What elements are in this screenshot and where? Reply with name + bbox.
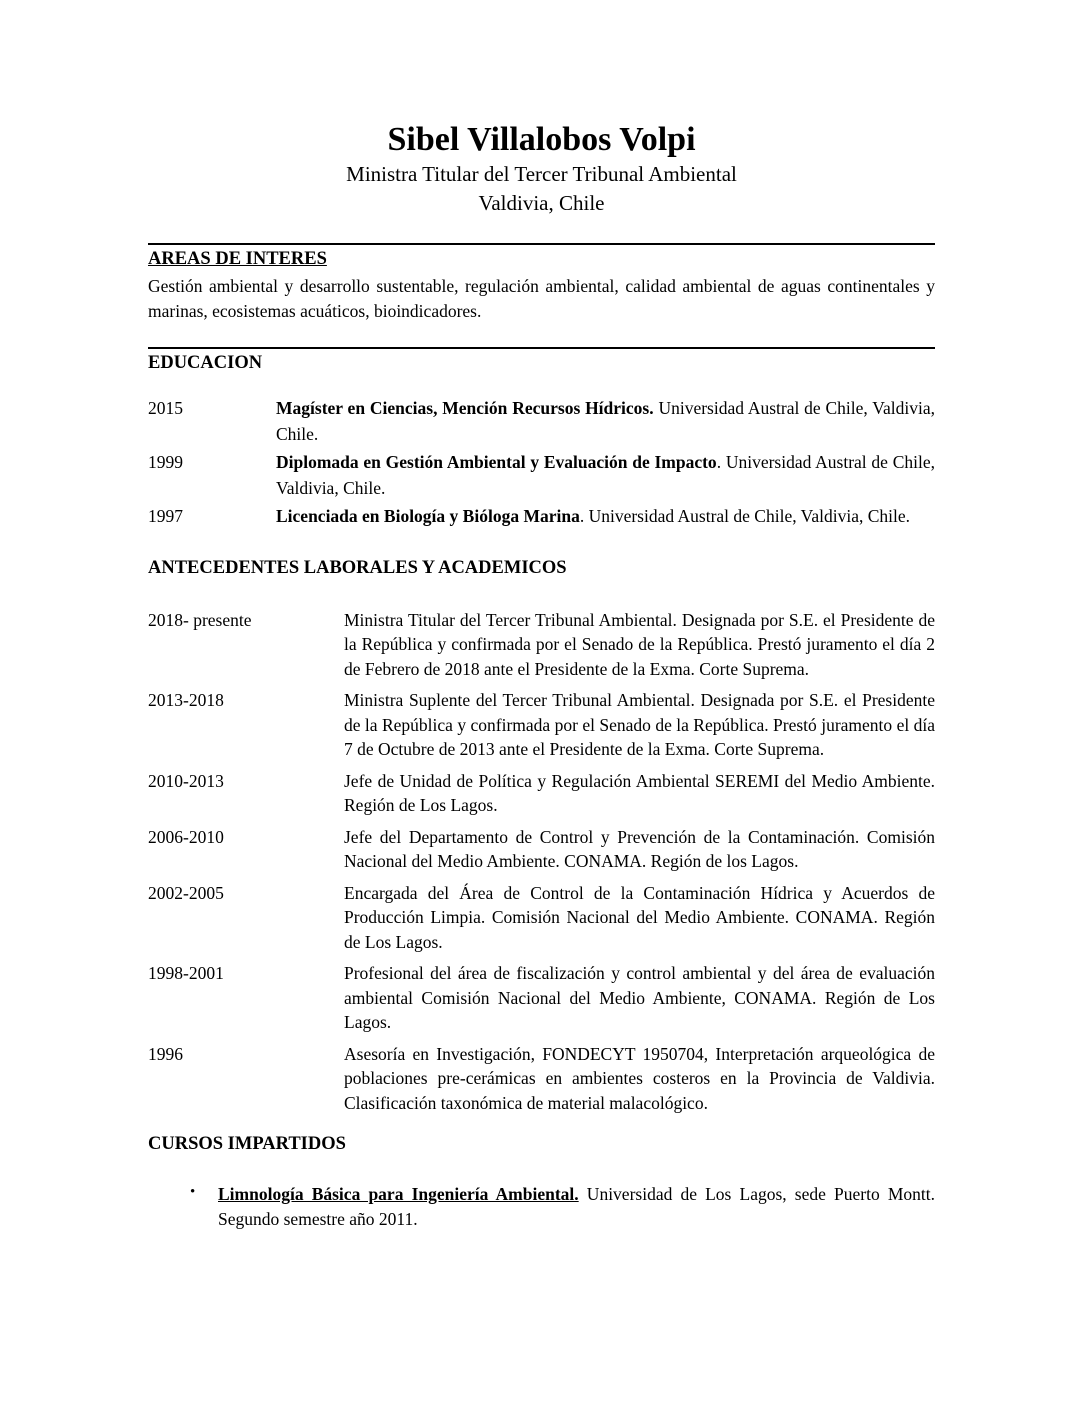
education-description [276, 450, 935, 502]
work-period: 2010-2013 [148, 770, 224, 791]
work-entry [148, 688, 935, 762]
areas-de-interes-text: Gestión ambiental y desarrollo sustentable, regulación ambiental, calidad ambiental de aguas continentales y marinas, ecosistemas acuáticos, bioindicadores. [148, 276, 935, 322]
work-description: Jefe de Unidad de Política y Regulación Ambiental SEREMI del Medio Ambiente. Región de Los Lagos. [344, 770, 935, 816]
section-heading-antecedentes: ANTECEDENTES LABORALES Y ACADEMICOS [148, 558, 567, 579]
work-period: 2002-2005 [148, 882, 224, 903]
education-entry [148, 450, 935, 502]
degree-institution: . Universidad Austral de Chile, Valdivia, Chile. [579, 505, 911, 526]
education-description [276, 504, 935, 530]
work-entry [148, 881, 935, 955]
work-description: Ministra Suplente del Tercer Tribunal Ambiental. Designada por S.E. el Presidente de la República y confirmada por el Senado de la República. Prestó juramento el día 7 de Octubre de 2013 ante el Presidente de la Exma. Corte Suprema. [344, 690, 935, 760]
work-period: 2018- presente [148, 609, 252, 630]
work-description: Jefe del Departamento de Control y Prevención de la Contaminación. Comisión Nacional del Medio Ambiente. CONAMA. Región de los Lagos. [344, 826, 935, 872]
work-description: Asesoría en Investigación, FONDECYT 1950704, Interpretación arqueológica de poblaciones pre-cerámicas en ambientes costeros en la Provincia de Valdivia. Clasificación taxonómica de material malacológico. [344, 1043, 935, 1113]
work-entries [148, 608, 935, 1116]
education-year: 1997 [148, 505, 183, 526]
work-period: 1996 [148, 1043, 183, 1064]
section-heading-areas-de-interes: AREAS DE INTERES [148, 249, 327, 270]
work-period: 2013-2018 [148, 690, 224, 711]
work-entry [148, 825, 935, 874]
bullet-icon: • [190, 1184, 196, 1201]
education-year: 1999 [148, 451, 183, 472]
degree-title: Magíster en Ciencias, Mención Recursos Hídricos. [276, 397, 654, 418]
section-heading-educacion: EDUCACION [148, 352, 263, 373]
section-divider-top [148, 243, 935, 245]
education-entries [148, 396, 935, 529]
work-entry [148, 961, 935, 1035]
education-description [276, 396, 935, 448]
course-item [148, 1182, 935, 1232]
section-heading-cursos: CURSOS IMPARTIDOS [148, 1134, 346, 1155]
person-title: Ministra Titular del Tercer Tribunal Ambiental [346, 162, 737, 187]
work-period: 1998-2001 [148, 963, 224, 984]
education-entry [148, 504, 935, 530]
work-description: Ministra Titular del Tercer Tribunal Ambiental. Designada por S.E. el Presidente de la República y confirmada por el Senado de la República. Prestó juramento el día 2 de Febrero de 2018 ante el Presidente de la Exma. Corte Suprema. [344, 609, 935, 679]
work-entry [148, 1042, 935, 1116]
person-location: Valdivia, Chile [478, 191, 605, 216]
degree-institution: . Universidad Austral de Chile, Valdivia, Chile. [276, 451, 935, 498]
course-detail: Universidad de Los Lagos, sede Puerto Montt. Segundo semestre año 2011. [218, 1184, 935, 1230]
work-description: Profesional del área de fiscalización y control ambiental y del área de evaluación ambiental Comisión Nacional del Medio Ambiente, CONAMA. Región de Los Lagos. [344, 963, 935, 1033]
degree-title: Diplomada en Gestión Ambiental y Evaluación de Impacto [276, 451, 717, 472]
work-entry [148, 769, 935, 818]
person-name: Sibel Villalobos Volpi [387, 121, 696, 158]
course-list [148, 1182, 935, 1232]
degree-institution: Universidad Austral de Chile, Valdivia, Chile. [276, 397, 935, 444]
education-entry [148, 396, 935, 448]
degree-title: Licenciada en Biología y Bióloga Marina [276, 505, 580, 526]
work-period: 2006-2010 [148, 826, 224, 847]
work-entry [148, 608, 935, 682]
education-year: 2015 [148, 397, 183, 418]
work-description: Encargada del Área de Control de la Contaminación Hídrica y Acuerdos de Producción Limpia. Comisión Nacional del Medio Ambiente. CONAMA. Región de Los Lagos. [344, 882, 935, 952]
course-title: Limnología Básica para Ingeniería Ambiental. [218, 1184, 579, 1205]
section-divider-educacion [148, 347, 935, 349]
